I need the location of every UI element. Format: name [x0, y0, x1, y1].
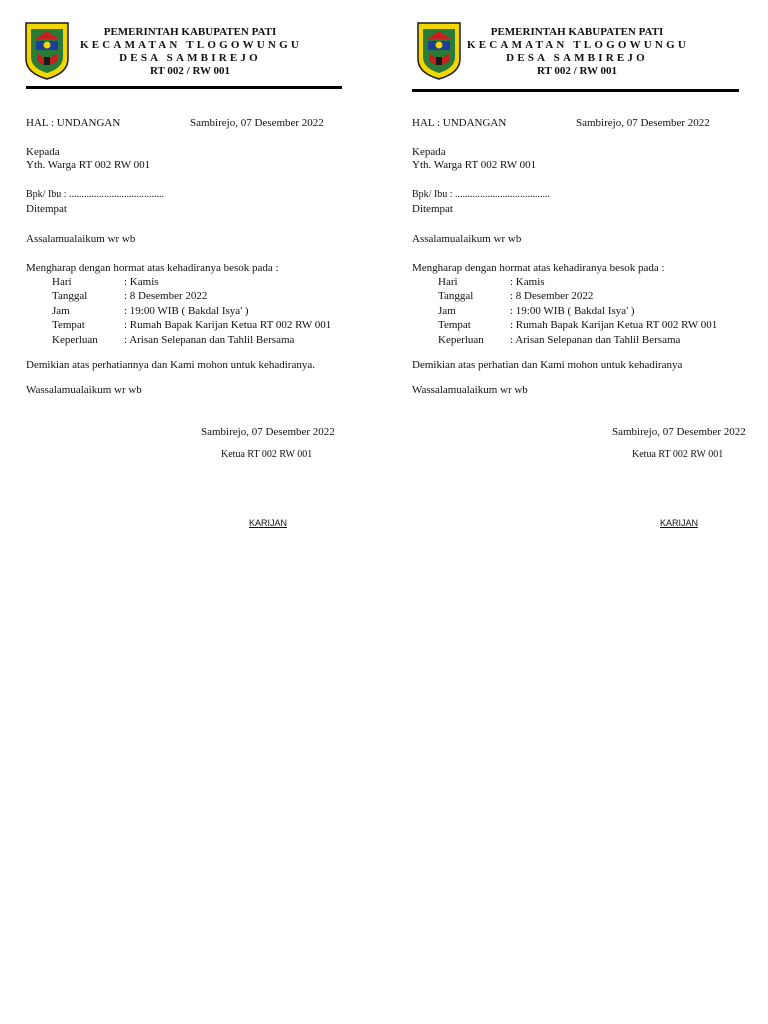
- detail-label-purpose: Keperluan: [438, 334, 484, 346]
- closing-text: Demikian atas perhatiannya dan Kami mohon untuk kehadiranya.: [26, 359, 315, 371]
- greeting: Assalamualaikum wr wb: [412, 233, 522, 245]
- greeting: Assalamualaikum wr wb: [26, 233, 136, 245]
- detail-value-day: : Kamis: [124, 276, 159, 288]
- letter-date: Sambirejo, 07 Desember 2022: [190, 117, 324, 129]
- detail-label-purpose: Keperluan: [52, 334, 98, 346]
- recipient-heading: Kepada: [26, 146, 60, 158]
- letterhead-divider: [26, 86, 342, 89]
- detail-value-date: : 8 Desember 2022: [124, 290, 208, 302]
- detail-value-time: : 19:00 WIB ( Bakdal Isya' ): [124, 305, 249, 317]
- regency-emblem-icon: [22, 19, 72, 81]
- detail-value-place: : Rumah Bapak Karijan Ketua RT 002 RW 001: [510, 319, 718, 331]
- recipient-place: Ditempat: [412, 203, 453, 215]
- letterhead-village: DESA SAMBIREJO: [119, 52, 261, 64]
- letterhead: [80, 26, 300, 78]
- signature-title: Ketua RT 002 RW 001: [632, 449, 724, 460]
- letterhead-district: KECAMATAN TLOGOWUNGU: [467, 39, 689, 51]
- detail-value-purpose: : Arisan Selepanan dan Tahlil Bersama: [510, 334, 681, 346]
- letterhead-divider: [412, 89, 739, 92]
- detail-value-purpose: : Arisan Selepanan dan Tahlil Bersama: [124, 334, 295, 346]
- signature-title: Ketua RT 002 RW 001: [221, 449, 313, 460]
- subject-line: HAL : UNDANGAN: [412, 117, 507, 129]
- recipient-name-blank: Bpk/ Ibu : ......................................: [26, 189, 165, 200]
- farewell: Wassalamualaikum wr wb: [412, 384, 528, 396]
- letter-date: Sambirejo, 07 Desember 2022: [576, 117, 710, 129]
- detail-label-time: Jam: [52, 305, 70, 317]
- detail-value-place: : Rumah Bapak Karijan Ketua RT 002 RW 001: [124, 319, 332, 331]
- detail-label-place: Tempat: [52, 319, 85, 331]
- letterhead-government: PEMERINTAH KABUPATEN PATI: [490, 26, 664, 38]
- farewell: Wassalamualaikum wr wb: [26, 384, 142, 396]
- detail-value-date: : 8 Desember 2022: [510, 290, 594, 302]
- invitation-letter-right: [386, 0, 756, 560]
- signature-name: KARIJAN: [660, 518, 699, 528]
- recipient-name-blank: Bpk/ Ibu : ......................................: [412, 189, 551, 200]
- signature-name: KARIJAN: [249, 518, 288, 528]
- intro-text: Mengharap dengan hormat atas kehadiranya besok pada :: [26, 262, 279, 274]
- letterhead-district: KECAMATAN TLOGOWUNGU: [80, 39, 302, 51]
- detail-label-day: Hari: [52, 276, 72, 288]
- intro-text: Mengharap dengan hormat atas kehadiranya besok pada :: [412, 262, 665, 274]
- detail-label-day: Hari: [438, 276, 458, 288]
- signature-date: Sambirejo, 07 Desember 2022: [612, 426, 746, 438]
- subject-line: HAL : UNDANGAN: [26, 117, 121, 129]
- detail-label-date: Tanggal: [438, 290, 474, 302]
- letterhead-rt-rw: RT 002 / RW 001: [536, 65, 618, 77]
- detail-label-date: Tanggal: [52, 290, 88, 302]
- regency-emblem-icon: [414, 19, 464, 81]
- recipient-place: Ditempat: [26, 203, 67, 215]
- letterhead-government: PEMERINTAH KABUPATEN PATI: [103, 26, 277, 38]
- invitation-letter-left: [0, 0, 370, 560]
- letterhead: [467, 26, 687, 78]
- signature-date: Sambirejo, 07 Desember 2022: [201, 426, 335, 438]
- letterhead-rt-rw: RT 002 / RW 001: [149, 65, 231, 77]
- detail-label-place: Tempat: [438, 319, 471, 331]
- recipient-line: Yth. Warga RT 002 RW 001: [412, 159, 537, 171]
- closing-text: Demikian atas perhatian dan Kami mohon untuk kehadiranya: [412, 359, 683, 371]
- detail-value-time: : 19:00 WIB ( Bakdal Isya' ): [510, 305, 635, 317]
- detail-label-time: Jam: [438, 305, 456, 317]
- letterhead-village: DESA SAMBIREJO: [506, 52, 648, 64]
- recipient-heading: Kepada: [412, 146, 446, 158]
- detail-value-day: : Kamis: [510, 276, 545, 288]
- recipient-line: Yth. Warga RT 002 RW 001: [26, 159, 151, 171]
